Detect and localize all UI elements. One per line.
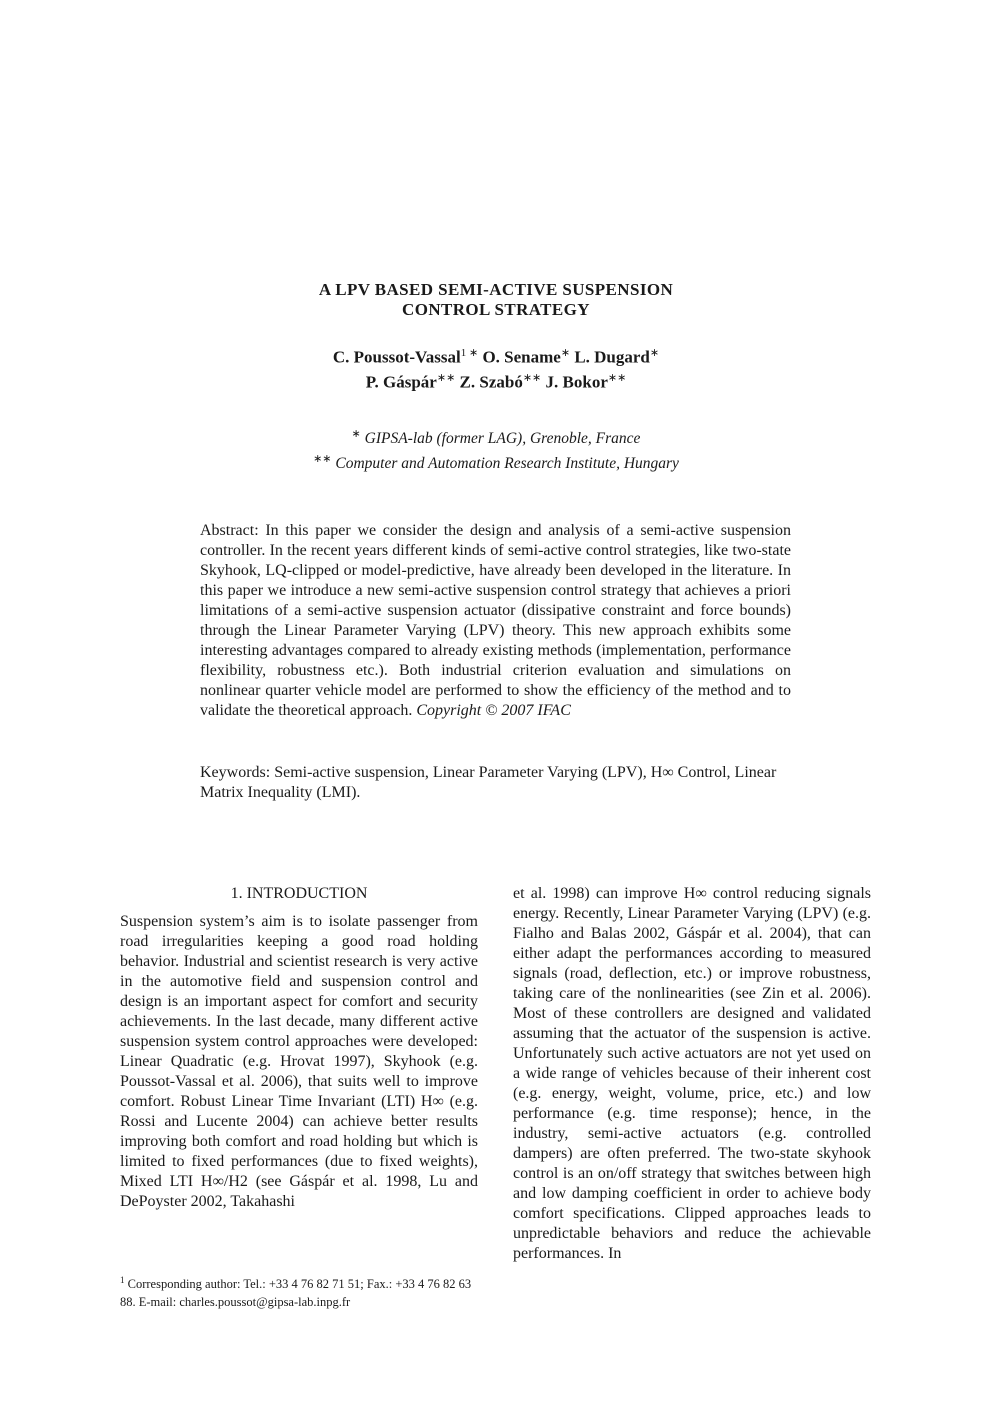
affiliation-line <box>200 424 792 449</box>
author-name: P. Gáspár <box>365 372 437 392</box>
author-mark: ∗ <box>649 347 660 359</box>
author-mark: ∗∗ <box>522 371 542 384</box>
right-column <box>513 884 871 1264</box>
author-mark: ∗∗ <box>436 371 456 384</box>
author-name: O. Sename <box>482 347 561 367</box>
author-mark: ∗ <box>560 347 571 359</box>
author-list <box>200 343 792 392</box>
footnote <box>120 1271 478 1311</box>
title-line-1: A LPV BASED SEMI-ACTIVE SUSPENSION <box>318 280 674 299</box>
affiliation-text: Computer and Automation Research Institute, Hungary <box>335 455 679 473</box>
keywords: Keywords: Semi-active suspension, Linear Parameter Varying (LPV), H∞ Control, Linear Matrix Inequality (LMI). <box>200 764 777 801</box>
author-line-2 <box>200 368 792 393</box>
affiliation-mark: ∗ <box>351 428 361 440</box>
affiliation-mark: ∗∗ <box>313 453 332 466</box>
title-line-2: CONTROL STRATEGY <box>402 300 590 319</box>
author-name: L. Dugard <box>574 347 650 367</box>
intro-paragraph-right: et al. 1998) can improve H∞ control reducing signals energy. Recently, Linear Parameter Varying (LPV) (e.g. Fialho and Balas 2002, Gáspár et al. 2004), that can either adapt the performances according to measured signals (road, deflection, etc.) or improve robustness, taking care of the nonlinearities (see Zin et al. 2006). Most of these controllers are designed and validated assuming that the actuator of the suspension is active. Unfortunately such active actuators are not yet used on a wide range of vehicles because of their inherent cost (e.g. energy, weight, volume, price, etc.) and low performance (e.g. time response); hence, in the industry, semi-active actuators (e.g. controlled dampers) are often preferred. The two-state skyhook control is an on/off strategy that switches between high and low damping coefficient in order to achieve body comfort specifications. Clipped approaches leads to unpredictable behaviors and reduce the achievable performances. In <box>513 885 871 1262</box>
section-heading: 1. INTRODUCTION <box>230 885 368 902</box>
author-mark: 1 ∗ <box>460 347 479 359</box>
paper-title <box>200 280 792 320</box>
left-column <box>120 884 478 1212</box>
affiliation-text: GIPSA-lab (former LAG), Grenoble, France <box>364 430 641 448</box>
footnote-mark: 1 <box>120 1275 125 1285</box>
footnote-text: Corresponding author: Tel.: +33 4 76 82 71 51; Fax.: +33 4 76 82 63 88. E-mail: charles.poussot@gipsa-lab.inpg.fr <box>120 1277 472 1310</box>
author-mark: ∗∗ <box>607 371 627 384</box>
author-name: C. Poussot-Vassal <box>332 347 461 367</box>
author-name: J. Bokor <box>545 372 608 392</box>
intro-paragraph-left: Suspension system’s aim is to isolate passenger from road irregularities keeping a good road holding behavior. Industrial and scientist research is very active in the automotive field and suspension control and design is an important aspect for comfort and security achievements. In the last decade, many different active suspension system control approaches were developed: Linear Quadratic (e.g. Hrovat 1997), Skyhook (e.g. Poussot-Vassal et al. 2006), that suits well to improve comfort. Robust Linear Time Invariant (LTI) H∞ (e.g. Rossi and Lucente 2004) can achieve better results improving both comfort and road holding but which is limited to fixed performances (due to fixed weights), Mixed LTI H∞/H2 (see Gáspár et al. 1998, Lu and DePoyster 2002, Takahashi <box>120 913 478 1210</box>
abstract-body: Abstract: In this paper we consider the design and analysis of a semi-active suspension controller. In the recent years different kinds of semi-active control strategies, like two-state Skyhook, LQ-clipped or model-predictive, have already been developed in the literature. In this paper we introduce a new semi-active suspension control strategy that achieves a priori limitations of a semi-active suspension actuator (dissipative constraint and force bounds) through the Linear Parameter Varying (LPV) theory. This new approach exhibits some interesting advantages compared to already existing methods (implementation, performance flexibility, robustness etc.). Both industrial criterion evaluation and simulations on nonlinear quarter vehicle model are performed to show the efficiency of the method and to validate the theoretical approach. <box>200 522 791 719</box>
author-line-1 <box>200 343 792 368</box>
affiliations <box>200 424 792 474</box>
author-name: Z. Szabó <box>459 372 523 392</box>
affiliation-line <box>200 449 792 474</box>
copyright-notice: Copyright © 2007 IFAC <box>416 702 571 719</box>
abstract <box>200 521 791 721</box>
